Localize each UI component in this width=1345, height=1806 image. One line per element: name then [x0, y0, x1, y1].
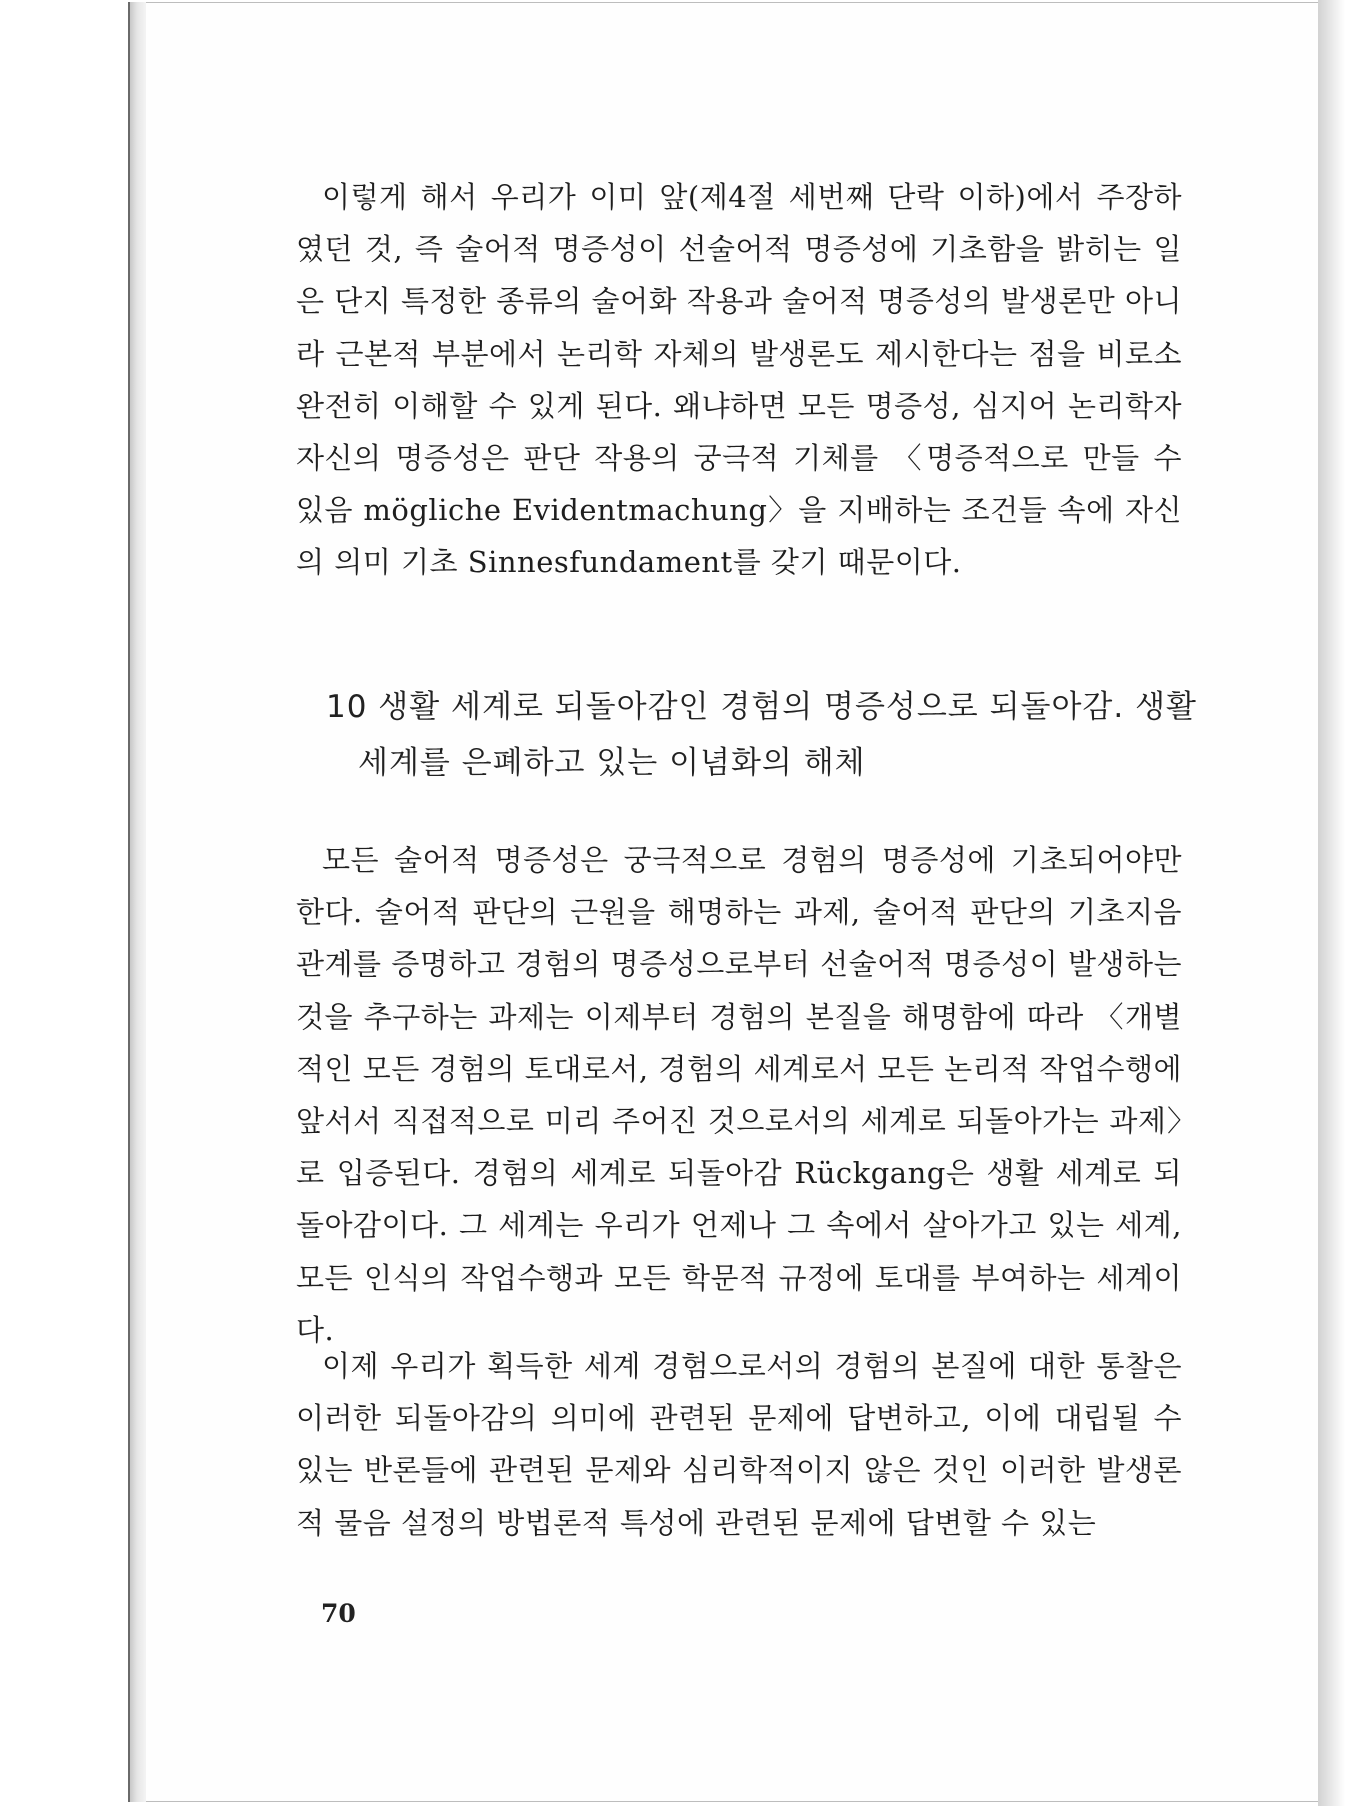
body-paragraph-3: 이제 우리가 획득한 세계 경험으로서의 경험의 본질에 대한 통찰은 이러한 되돌아감의 의미에 관련된 문제에 답변하고, 이에 대립될 수 있는 반론들에 관련된 문제와 심리학적이지 않은 것인 이러한 발생론적 물음 설정의 방법론적 특성에 관련된 문제에 답변할 수 있는 [296, 1349, 1182, 1540]
body-paragraph-2: 모든 술어적 명증성은 궁극적으로 경험의 명증성에 기초되어야만 한다. 술어적 판단의 근원을 해명하는 과제, 술어적 판단의 기초지음 관계를 증명하고 경험의 명증성으로부터 선술어적 명증성이 발생하는 것을 추구하는 과제는 이제부터 경험의 본질을 해명함에 따라 〈개별적인 모든 경험의 토대로서, 경험의 세계로서 모든 논리적 작업수행에 앞서서 직접적으로 미리 주어진 것으로서의 세계로 되돌아가는 과제〉로 입증된다. 경험의 세계로 되돌아감 Rückgang은 생활 세계로 되돌아감이다. 그 세계는 우리가 언제나 그 속에서 살아가고 있는 세계, 모든 인식의 작업수행과 모든 학문적 규정에 토대를 부여하는 세계이다. [296, 843, 1182, 1347]
page-shadow [1318, 0, 1345, 1806]
page-number: 70 [321, 1599, 356, 1628]
body-paragraph-1: 이렇게 해서 우리가 이미 앞(제4절 세번째 단락 이하)에서 주장하였던 것, 즉 술어적 명증성이 선술어적 명증성에 기초함을 밝히는 일은 단지 특정한 종류의 술어화 작용과 술어적 명증성의 발생론만 아니라 근본적 부분에서 논리학 자체의 발생론도 제시한다는 점을 비로소 완전히 이해할 수 있게 된다. 왜냐하면 모든 명증성, 심지어 논리학자 자신의 명증성은 판단 작용의 궁극적 기체를 〈명증적으로 만들 수 있음 mögliche Evidentmachung〉을 지배하는 조건들 속에 자신의 의미 기초 Sinnesfundament를 갖기 때문이다. [296, 180, 1182, 580]
section-heading: 10 생활 세계로 되돌아감인 경험의 명증성으로 되돌아감. 생활 세계를 은폐하고 있는 이념화의 해체 [326, 689, 1197, 781]
page-edge [128, 2, 146, 1802]
